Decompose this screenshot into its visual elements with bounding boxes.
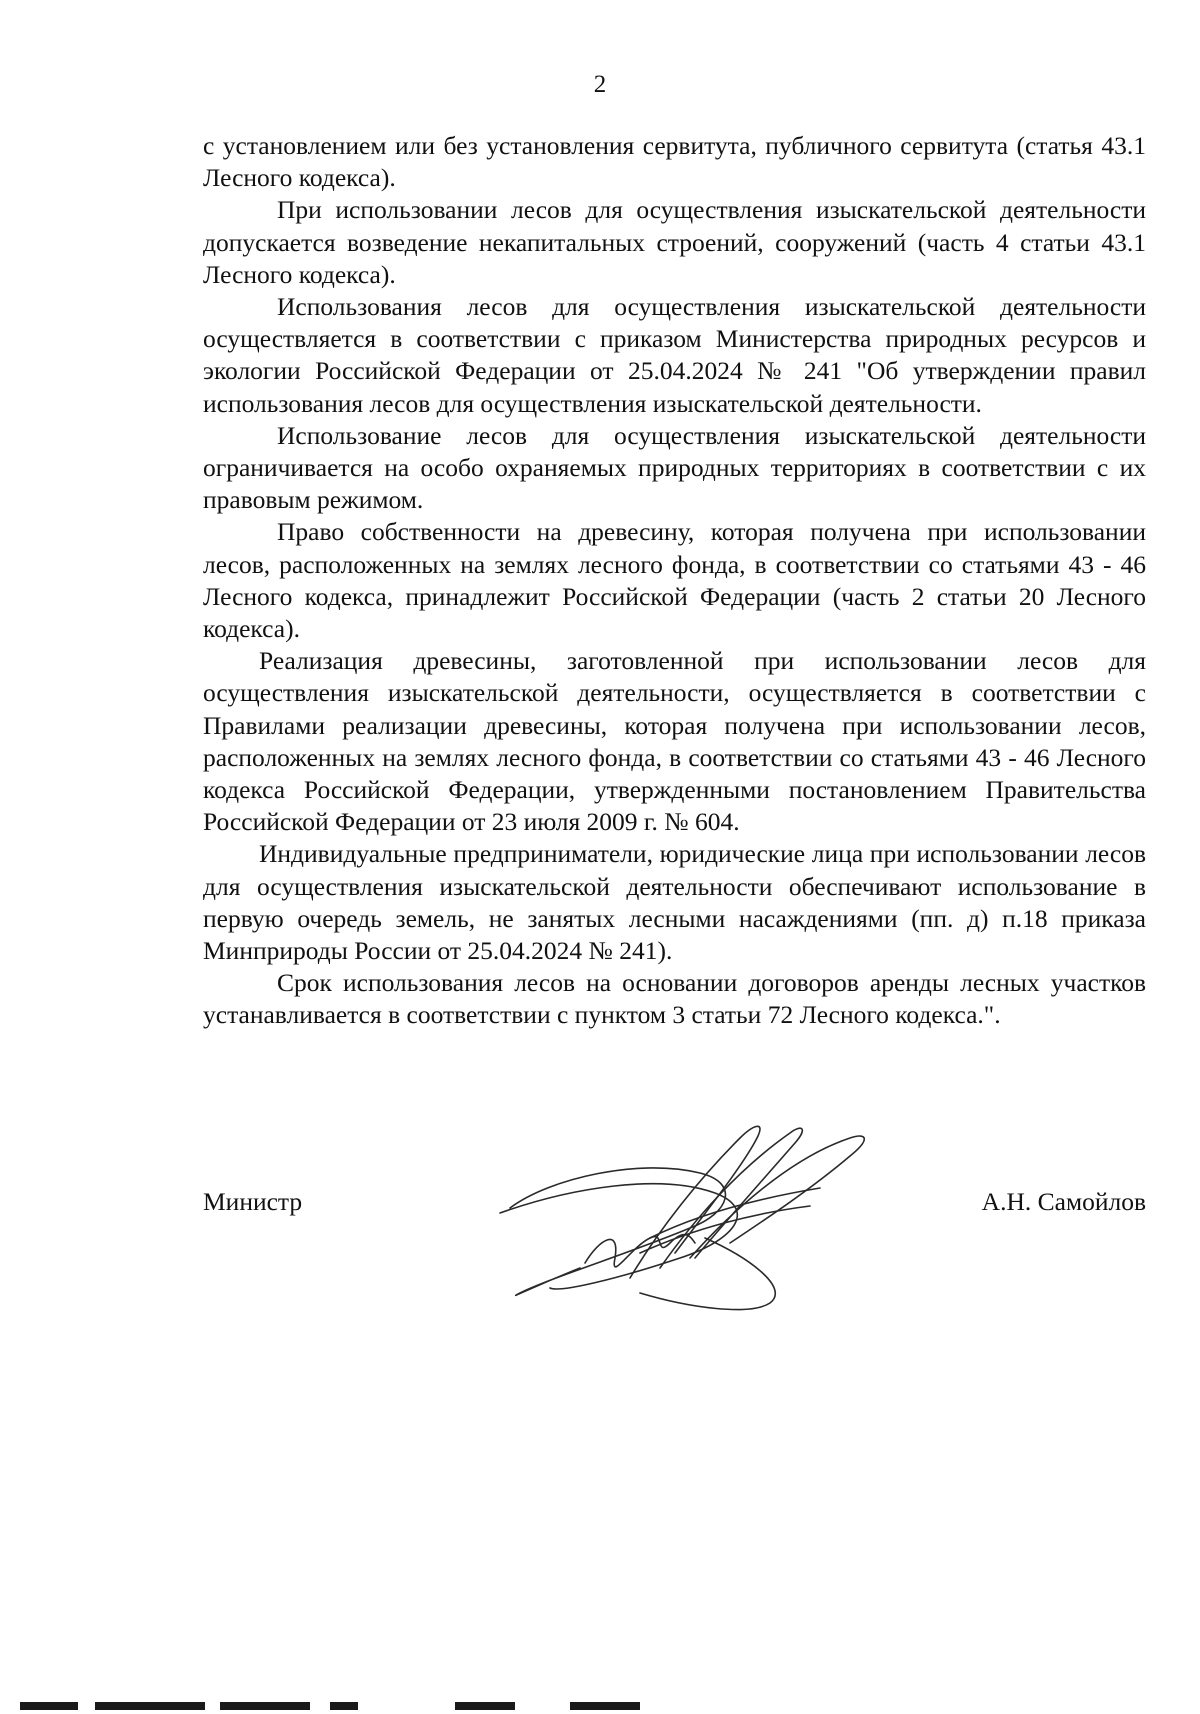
page-footer-scan-marks <box>0 1696 1200 1714</box>
paragraph: Срок использования лесов на основании договоров аренды лесных участков устанавливается в соответствии с пунктом 3 статьи 72 Лесного кодекса.". <box>203 968 1146 1030</box>
signatory-name: А.Н. Самойлов <box>981 1187 1146 1216</box>
handwritten-signature <box>490 1118 910 1318</box>
paragraph: Право собственности на древесину, которая получена при использовании лесов, расположенных на землях лесного фонда, в соответствии со статьями 43 - 46 Лесного кодекса, принадлежит Российской Федерации (часть 2 статьи 20 Лесного кодекса). <box>203 517 1146 644</box>
paragraph: Использования лесов для осуществления изыскательской деятельности осуществляется в соответствии с приказом Министерства природных ресурсов и экологии Российской Федерации от 25.04.2024 № 241 "Об утверждении правил использования лесов для осуществления изыскательской деятельности. <box>203 292 1146 418</box>
signatory-title: Министр <box>203 1187 303 1216</box>
paragraph: Реализация древесины, заготовленной при использовании лесов для осуществления изыскательской деятельности, осуществляется в соответствии с Правилами реализации древесины, которая получена при использовании лесов, расположенных на землях лесного фонда, в соответствии со статьями 43 - 46 Лесного кодекса Российской Федерации, утвержденными постановлением Правительства Российской Федерации от 23 июля 2009 г. № 604. <box>203 646 1146 837</box>
paragraph: Индивидуальные предприниматели, юридические лица при использовании лесов для осуществления изыскательской деятельности обеспечивают использование в первую очередь земель, не занятых лесными насаждениями (пп. д) п.18 приказа Минприроды России от 25.04.2024 № 241). <box>203 839 1146 966</box>
paragraph: При использовании лесов для осуществления изыскательской деятельности допускается возведение некапитальных строений, сооружений (часть 4 статьи 43.1 Лесного кодекса). <box>203 195 1146 289</box>
document-body <box>203 130 1146 1032</box>
paragraph: Использование лесов для осуществления изыскательской деятельности ограничивается на особо охраняемых природных территориях в соответствии с их правовым режимом. <box>203 420 1146 515</box>
paragraph-continuation: с установлением или без установления сервитута, публичного сервитута (статья 43.1 Лесного кодекса). <box>203 131 1146 193</box>
page-number: 2 <box>593 71 607 98</box>
